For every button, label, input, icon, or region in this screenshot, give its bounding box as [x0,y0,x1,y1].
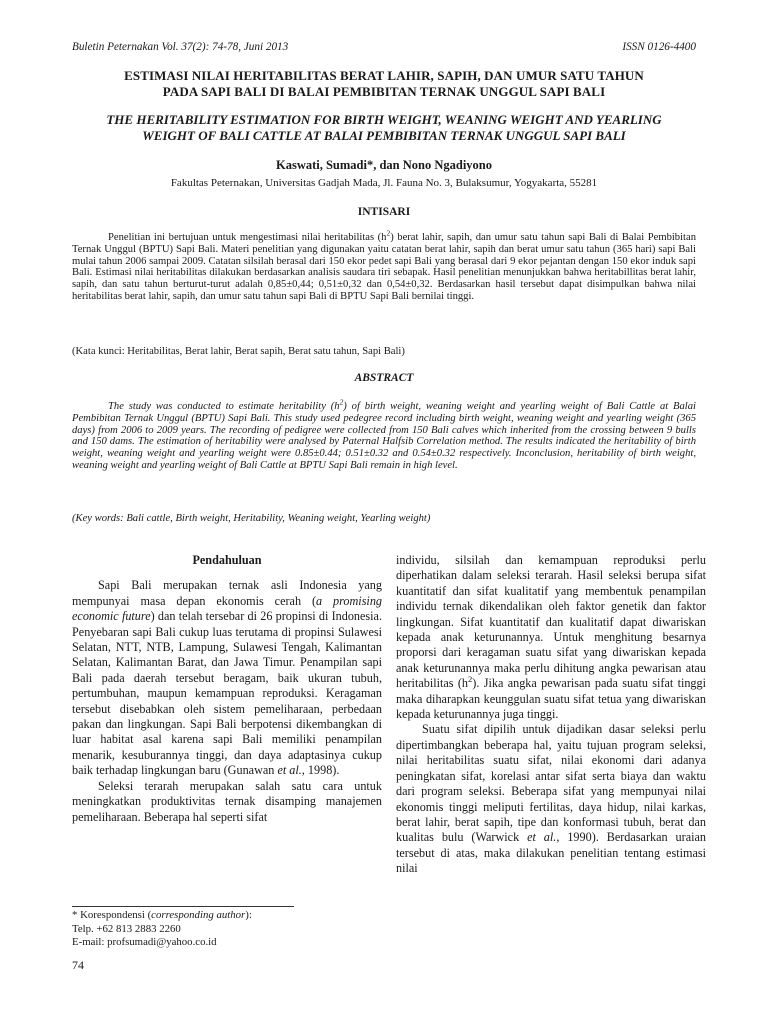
superscript: 2 [339,397,344,407]
issn: ISSN 0126-4400 [622,41,696,53]
footnote-correspondence [72,909,252,923]
title-id-line-2: PADA SAPI BALI DI BALAI PEMBIBITAN TERNAK UNGGUL SAPI BALI [162,83,606,99]
running-header [72,41,696,53]
paragraph-text: 1998). [304,763,340,778]
paragraph-text: individu, silsilah dan kemampuan reproduksi perlu diperhatikan dalam seleksi terarah. Hasil seleksi berupa sifat kuantitatif dan sifat kualitatif yang membentuk penampilan individu ternak dikendalikan oleh faktor genetik dan faktor lingkungan. Sifat kuantitatif dan kualitatif dapat diwariskan kepada anak keturunannya. Untuk menghitung besarnya proporsi dari keragaman suatu sifat yang diwariskan kepada anak keturunannya maka perlu dihitung angka pewarisan atau heritabilitas (h [396,553,706,691]
superscript: 2 [468,674,473,685]
title-english [60,112,708,143]
footnote-email: E-mail: profsumadi@yahoo.co.id [72,936,217,948]
italic-phrase: et al., [527,830,560,845]
footnote-text: * Korespondensi ( [72,909,152,921]
abstract-text [72,397,696,472]
journal-citation: Buletin Peternakan Vol. 37(2): 74-78, Juni 2013 [72,41,289,53]
intisari-text [72,228,696,303]
paragraph: Seleksi terarah merupakan salah satu cara untuk meningkatkan produktivitas ternak disamping manajemen pemeliharaan. Beberapa hal seperti sifat [72,778,382,824]
paragraph [72,578,382,778]
intisari-heading: INTISARI [357,206,411,218]
intisari-text-part: ) berat lahir, sapih, dan umur satu tahun sapi Bali di Balai Pembibitan Ternak Unggul (BPTU) Sapi Bali. Materi penelitian yang digunakan yaitu catatan berat lahir, sapih dan berat umur satu tahun (365 hari) sapi Bali mulai tahun 2006 sampai 2009. Catatan silsilah berasal dari 150 ekor pedet sapi Bali yang berasal dari 9 ekor pejantan dengan 150 ekor induk sapi Bali. Estimasi nilai heritabilitas dilakukan berdasarkan analisis saudara tiri sebapak. Hasil penelitian menunjukkan bahwa heritabillitas berat lahir, sapih, dan satu tahun berturut-turut adalah 0,85±0,44; 0,51±0,32 dan 0,54±0,32. Berdasarkan hasil tersebut dapat disimpulkan bahwa nilai heritabilitas berat lahir, sapih, dan umur satu tahun sapi Bali di BPTU Sapi Bali bernilai tinggi. [72,232,696,302]
affiliation: Fakultas Peternakan, Universitas Gadjah Mada, Jl. Fauna No. 3, Bulaksumur, Yogyakarta, 55281 [170,177,598,189]
abstract-text-part: The study was conducted to estimate heritability (h [108,401,340,412]
abstract-keywords: (Key words: Bali cattle, Birth weight, Heritability, Weaning weight, Yearling weight) [72,513,431,524]
footnote-phone: Telp. +62 813 2883 2260 [72,922,181,935]
superscript: 2 [386,228,391,238]
intisari-text-part: Penelitian ini bertujuan untuk mengestimasi nilai heritabilitas (h [108,232,387,243]
intisari-keywords: (Kata kunci: Heritabilitas, Berat lahir, Berat sapih, Berat satu tahun, Sapi Bali) [72,346,405,357]
paragraph [396,722,706,876]
author-list: Kaswati, Sumadi*, dan Nono Ngadiyono [275,158,493,172]
title-en-line-2: WEIGHT OF BALI CATTLE AT BALAI PEMBIBITAN TERNAK UNGGUL SAPI BALI [142,127,626,143]
section-heading-pendahuluan: Pendahuluan [192,553,262,567]
paragraph-text: Suatu sifat dipilih untuk dijadikan dasar seleksi perlu dipertimbangkan beberapa hal, yaitu tujuan program seleksi, nilai heritabilitas suatu sifat, nilai ekonomi dari adanya peningkatan sifat, korelasi antar sifat serta biaya dan waktu dari program seleksi. Beberapa sifat yang mempunyai nilai ekonomis tinggi meliputi fertilitas, daya hidup, nilai karkas, berat lahir, berat sapih, tipe dan konformasi tubuh, berat dan kualitas bulu (Warwick [396,722,706,845]
abstract-text-part: ) of birth weight, weaning weight and yearling weight of Bali Cattle at Balai Pembibitan Ternak Unggul (BPTU) Sapi Bali. This study used pedegree record including birth weight, weaning weight and yearling weight (365 days) from 2006 to 2009 years. The recording of pedigree were collected from 150 Bali calves which inherited from the crossing between 9 bulls and 150 dams. The estimation of heritability were analysed by Paternal Halfsib Correlation method. The results indicated the heritability of birth weight, weaning weight and yearling weight were 0.85±0.44; 0.51±0.32 and 0.54±0.32 respectively. Inconclusion, heritability of birth weight, weaning weight and yearling weight of Bali Cattle at BPTU Sapi Bali remain in high level. [72,401,696,471]
paragraph-text: ) dan telah tersebar di 26 propinsi di Indonesia. Penyebaran sapi Bali cukup luas terutama di propinsi Sulawesi Selatan, NTT, NTB, Lampung, Sulawesi Tengah, Kalimantan Selatan, Kalimantan Barat, dan Jawa Timur. Penampilan sapi Bali pada daerah tersebut beragam, baik ukuran tubuh, pertumbuhan, maupun kemampuan reproduksi. Keragaman tersebut disebabkan oleh sistem pemeliharaan, perbedaan pakan dan lingkungan. Sapi Bali berpotensi dikembangkan di luar habitat asal karena sapi Bali memiliki penampilan menarik, kesuburannya tinggi, dan daya adaptasinya cukup baik terhadap lingkungan baru (Gunawan [72,609,382,778]
right-column [396,553,706,877]
paragraph-text: ). Jika angka pewarisan pada suatu sifat tinggi maka diharapkan keunggulan suatu sifat tetua yang diwariskan kepada keturunannya juga tinggi. [396,676,707,722]
left-column [72,553,382,825]
italic-phrase: a promising economic future [72,593,383,624]
paragraph-text: Sapi Bali merupakan ternak asli Indonesia yang mempunyai masa depan ekonomis cerah ( [72,578,382,608]
footnote [72,909,252,950]
paragraph-text: 1990). Berdasarkan uraian tersebut di atas, maka dilakukan penelitian tentang estimasi nilai [396,830,706,876]
footnote-text: ): [245,909,252,921]
italic-phrase: et al., [277,763,305,778]
page-number: 74 [72,958,84,972]
abstract-heading: ABSTRACT [354,372,414,384]
footnote-divider [72,906,294,907]
title-indonesian [60,68,708,99]
paragraph [396,553,706,722]
title-en-line-1: THE HERITABILITY ESTIMATION FOR BIRTH WEIGHT, WEANING WEIGHT AND YEARLING [106,112,662,127]
italic-phrase: corresponding author [151,909,246,921]
title-id-line-1: ESTIMASI NILAI HERITABILITAS BERAT LAHIR, SAPIH, DAN UMUR SATU TAHUN [124,68,644,83]
